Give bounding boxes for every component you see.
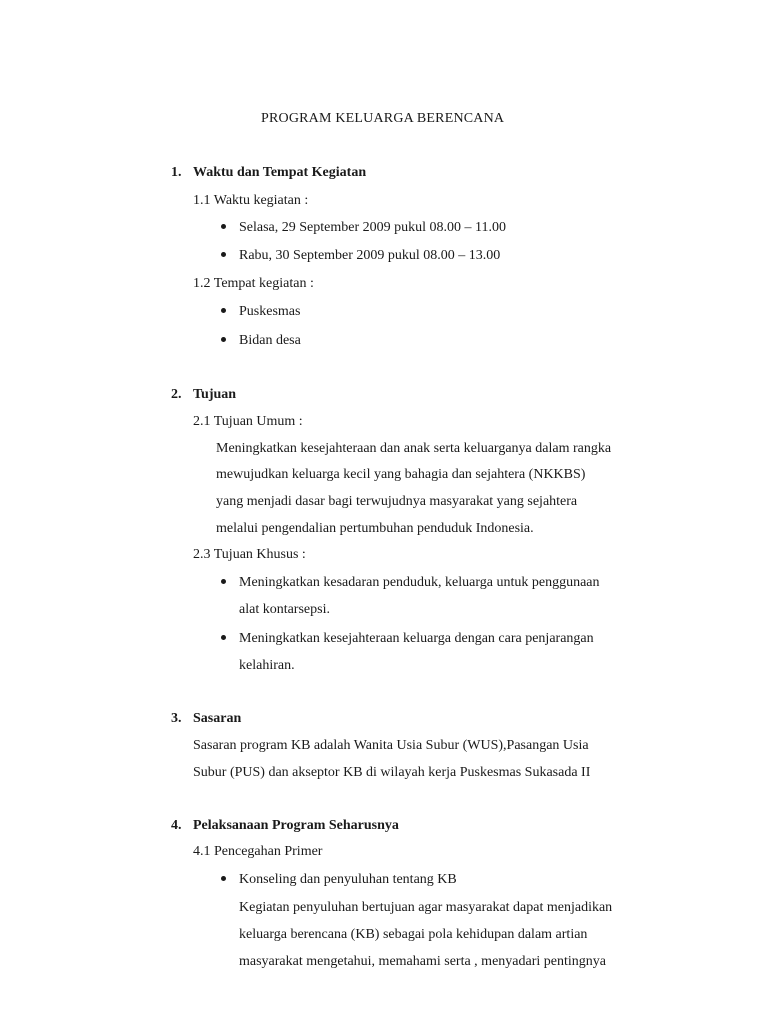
section-2-sub-2: 2.3 Tujuan Khusus : — [193, 547, 306, 562]
section-2-bullet-2-line-2: kelahiran. — [239, 658, 295, 673]
section-4-number: 4. — [171, 818, 182, 833]
bullet-icon — [221, 252, 226, 257]
bullet-icon — [221, 308, 226, 313]
section-3-paragraph-line-1: Sasaran program KB adalah Wanita Usia Subur (WUS),Pasangan Usia — [193, 738, 589, 753]
section-2-bullet-1-line-1: Meningkatkan kesadaran penduduk, keluarga untuk penggunaan — [239, 575, 600, 590]
section-2-paragraph-line-3: yang menjadi dasar bagi terwujudnya masyarakat yang sejahtera — [216, 494, 578, 509]
section-4-heading: Pelaksanaan Program Seharusnya — [193, 818, 399, 833]
section-1-heading: Waktu dan Tempat Kegiatan — [193, 165, 367, 180]
section-1-sub-1: 1.1 Waktu kegiatan : — [193, 193, 309, 208]
section-3-paragraph-line-2: Subur (PUS) dan akseptor KB di wilayah kerja Puskesmas Sukasada II — [193, 765, 591, 780]
bullet-icon — [221, 337, 226, 342]
section-2-paragraph-line-1: Meningkatkan kesejahteraan dan anak serta keluarganya dalam rangka — [216, 441, 612, 456]
section-1-sub-2: 1.2 Tempat kegiatan : — [193, 276, 314, 291]
bullet-icon — [221, 579, 226, 584]
bullet-icon — [221, 876, 226, 881]
page-title: PROGRAM KELUARGA BERENCANA — [261, 111, 505, 126]
bullet-icon — [221, 635, 226, 640]
section-1-bullet-2: Rabu, 30 September 2009 pukul 08.00 – 13.00 — [239, 248, 501, 263]
section-1-bullet-1: Selasa, 29 September 2009 pukul 08.00 – 11.00 — [239, 220, 507, 235]
section-1-number: 1. — [171, 165, 182, 180]
section-4-paragraph-line-2: keluarga berencana (KB) sebagai pola kehidupan dalam artian — [239, 927, 588, 942]
section-1-bullet-3: Puskesmas — [239, 304, 301, 319]
section-3-number: 3. — [171, 711, 182, 726]
section-4-sub-1: 4.1 Pencegahan Primer — [193, 844, 323, 859]
section-2-heading: Tujuan — [193, 387, 237, 402]
section-2-bullet-1-line-2: alat kontarsepsi. — [239, 602, 330, 617]
section-4-paragraph-line-1: Kegiatan penyuluhan bertujuan agar masyarakat dapat menjadikan — [239, 900, 613, 915]
section-3-heading: Sasaran — [193, 711, 242, 726]
section-4-bullet-1: Konseling dan penyuluhan tentang KB — [239, 872, 457, 887]
section-2-bullet-2-line-1: Meningkatkan kesejahteraan keluarga dengan cara penjarangan — [239, 631, 594, 646]
bullet-icon — [221, 224, 226, 229]
section-2-paragraph-line-2: mewujudkan keluarga kecil yang bahagia dan sejahtera (NKKBS) — [216, 467, 586, 482]
section-1-bullet-4: Bidan desa — [239, 333, 301, 348]
section-2-paragraph-line-4: melalui pengendalian pertumbuhan penduduk Indonesia. — [216, 521, 534, 536]
section-2-number: 2. — [171, 387, 182, 402]
section-4-paragraph-line-3: masyarakat mengetahui, memahami serta , menyadari pentingnya — [239, 954, 606, 969]
section-2-sub-1: 2.1 Tujuan Umum : — [193, 414, 303, 429]
